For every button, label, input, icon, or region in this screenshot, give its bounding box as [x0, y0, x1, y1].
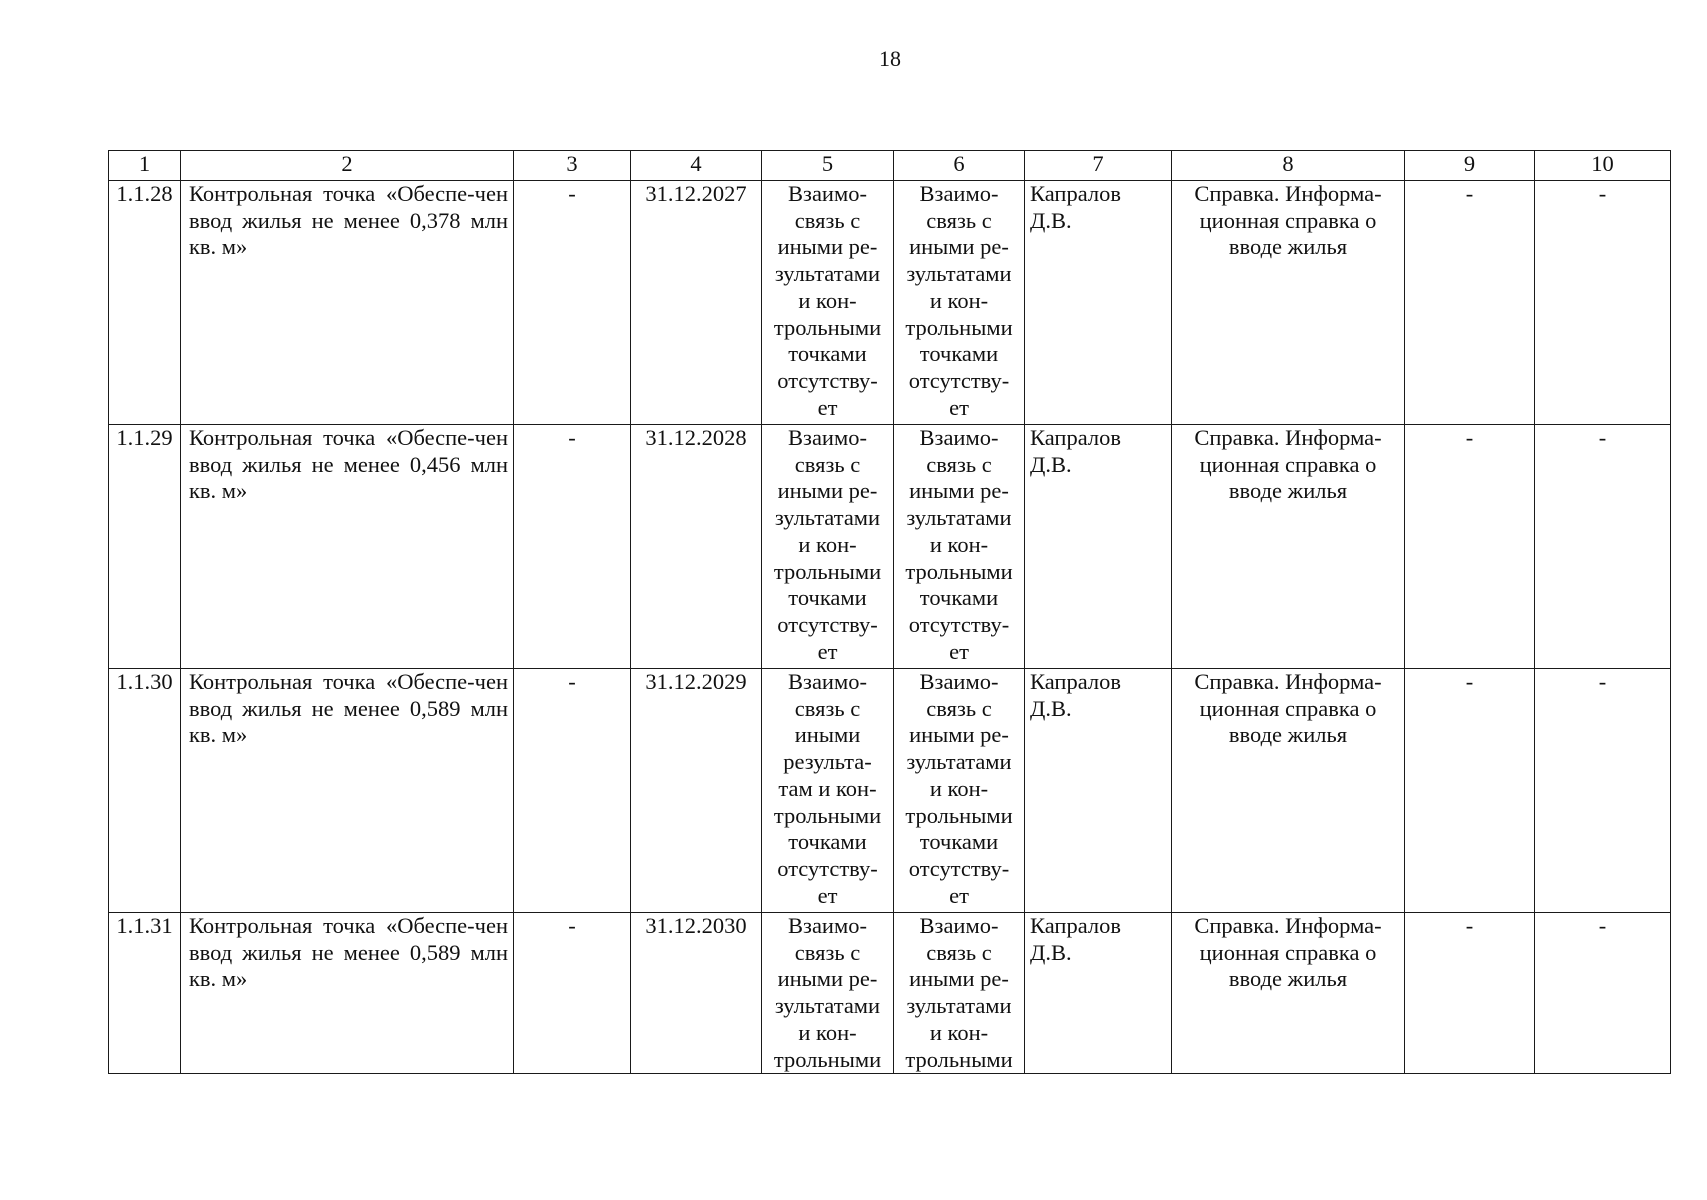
- relation-text: Взаимо- связь с иными ре- зультатами и кон- трольными точками отсутству- ет: [773, 425, 882, 664]
- column-9-value: -: [1405, 181, 1535, 425]
- page-number: 18: [879, 46, 901, 71]
- column-header: 6: [894, 151, 1025, 181]
- control-point-name: Контрольная точка «Обеспе-чен ввод жилья не менее 0,589 млн кв. м»: [181, 669, 514, 913]
- relation-text: Взаимо- связь с иными результа- там и кон- трольными точками отсутству- ет: [773, 669, 882, 908]
- responsible-person: Капралов Д.В.: [1025, 181, 1172, 425]
- row-number: 1.1.31: [109, 913, 181, 1074]
- deadline-date: 31.12.2030: [631, 913, 762, 1074]
- column-header: 1: [109, 151, 181, 181]
- column-header: 4: [631, 151, 762, 181]
- column-10-value: -: [1535, 425, 1671, 669]
- column-header: 3: [514, 151, 631, 181]
- column-9-value: -: [1405, 669, 1535, 913]
- relation-text: Взаимо- связь с иными ре- зультатами и кон- трольными точками отсутству- ет: [905, 181, 1013, 420]
- table-row: [109, 913, 1671, 1074]
- column-10-value: -: [1535, 181, 1671, 425]
- control-point-name: Контрольная точка «Обеспе-чен ввод жилья не менее 0,378 млн кв. м»: [181, 181, 514, 425]
- table-row: [109, 181, 1671, 425]
- relation-text: Взаимо- связь с иными ре- зультатами и кон- трольными: [773, 913, 882, 1072]
- column-header: 10: [1535, 151, 1671, 181]
- column-3-value: -: [514, 669, 631, 913]
- deadline-date: 31.12.2027: [631, 181, 762, 425]
- relation-text: Взаимо- связь с иными ре- зультатами и кон- трольными точками отсутству- ет: [905, 669, 1013, 908]
- document-type: Справка. Информа- ционная справка о вводе жилья: [1194, 425, 1382, 504]
- document-table: [108, 150, 1671, 1074]
- column-header: 5: [762, 151, 894, 181]
- column-9-value: -: [1405, 913, 1535, 1074]
- row-number: 1.1.28: [109, 181, 181, 425]
- control-point-name: Контрольная точка «Обеспе-чен ввод жилья не менее 0,589 млн кв. м»: [181, 913, 514, 1074]
- responsible-person: Капралов Д.В.: [1025, 425, 1172, 669]
- responsible-person: Капралов Д.В.: [1025, 913, 1172, 1074]
- responsible-person: Капралов Д.В.: [1025, 669, 1172, 913]
- document-type: Справка. Информа- ционная справка о вводе жилья: [1194, 669, 1382, 748]
- row-number: 1.1.30: [109, 669, 181, 913]
- column-10-value: -: [1535, 913, 1671, 1074]
- document-type: Справка. Информа- ционная справка о вводе жилья: [1194, 181, 1382, 260]
- relation-text: Взаимо- связь с иными ре- зультатами и кон- трольными точками отсутству- ет: [773, 181, 882, 420]
- column-header: 2: [181, 151, 514, 181]
- control-point-name: Контрольная точка «Обеспе-чен ввод жилья не менее 0,456 млн кв. м»: [181, 425, 514, 669]
- deadline-date: 31.12.2028: [631, 425, 762, 669]
- deadline-date: 31.12.2029: [631, 669, 762, 913]
- relation-text: Взаимо- связь с иными ре- зультатами и кон- трольными точками отсутству- ет: [905, 425, 1013, 664]
- table-header-row: [109, 151, 1671, 181]
- column-header: 7: [1025, 151, 1172, 181]
- document-type: Справка. Информа- ционная справка о вводе жилья: [1194, 913, 1382, 992]
- column-3-value: -: [514, 425, 631, 669]
- column-9-value: -: [1405, 425, 1535, 669]
- table-row: [109, 669, 1671, 913]
- column-10-value: -: [1535, 669, 1671, 913]
- relation-text: Взаимо- связь с иными ре- зультатами и кон- трольными: [905, 913, 1013, 1072]
- column-3-value: -: [514, 181, 631, 425]
- column-header: 9: [1405, 151, 1535, 181]
- column-3-value: -: [514, 913, 631, 1074]
- column-header: 8: [1172, 151, 1405, 181]
- row-number: 1.1.29: [109, 425, 181, 669]
- table-row: [109, 425, 1671, 669]
